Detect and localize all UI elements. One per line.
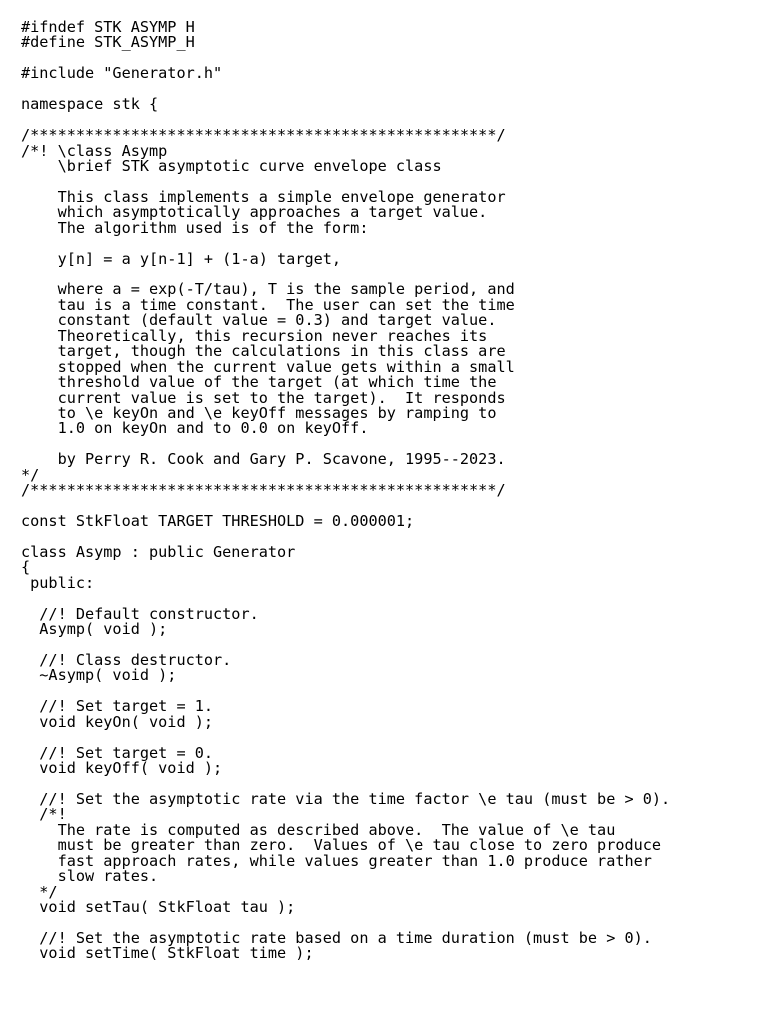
code-line: /***************************************************/ — [21, 483, 506, 499]
code-line: public: — [21, 575, 95, 592]
code-line: { — [21, 560, 31, 576]
code-line: which asymptotically approaches a target value. — [21, 205, 488, 221]
code-line: 1.0 on keyOn and to 0.0 on keyOff. — [21, 421, 369, 437]
code-line: #define STK_ASYMP_H — [21, 35, 195, 51]
code-line: //! Set target = 0. — [21, 745, 214, 761]
code-line — [21, 236, 761, 251]
code-line: */ — [21, 884, 58, 900]
code-line: target, though the calculations in this class are — [21, 344, 506, 360]
code-line: stopped when the current value gets within a small — [21, 359, 515, 376]
code-line: slow rates. — [21, 869, 159, 885]
code-line: //! Set the asymptotic rate based on a time duration (must be > 0). — [21, 930, 652, 947]
code-line: The algorithm used is of the form: — [21, 220, 369, 237]
code-line — [21, 591, 761, 606]
code-line: tau is a time constant. The user can set the time — [21, 297, 515, 314]
code-line: //! Set the asymptotic rate via the time factor \e tau (must be > 0). — [21, 791, 671, 808]
code-line: \brief STK asymptotic curve envelope class — [21, 158, 442, 175]
code-line: y[n] = a y[n-1] + (1-a) target, — [21, 251, 342, 267]
code-line: must be greater than zero. Values of \e tau close to zero produce — [21, 838, 662, 854]
code-line: //! Class destructor. — [21, 652, 232, 669]
code-line: threshold value of the target (at which time the — [21, 375, 497, 391]
code-line: const StkFloat TARGET_THRESHOLD = 0.000001; — [21, 514, 415, 530]
code-line: class Asymp : public Generator — [21, 544, 296, 561]
code-line: to \e keyOn and \e keyOff messages by ramping to — [21, 405, 497, 422]
code-line — [21, 684, 761, 699]
code-line — [21, 82, 761, 97]
code-line: #ifndef STK_ASYMP_H — [21, 20, 195, 36]
code-line — [21, 499, 761, 514]
code-line: /*! — [21, 807, 67, 823]
code-line: current value is set to the target). It responds — [21, 390, 506, 406]
code-line: //! Set target = 1. — [21, 699, 214, 715]
code-line: by Perry R. Cook and Gary P. Scavone, 1995--2023. — [21, 452, 506, 468]
code-line: Asymp( void ); — [21, 622, 168, 638]
code-line — [21, 113, 761, 128]
code-line: namespace stk { — [21, 97, 159, 113]
code-line: where a = exp(-T/tau), T is the sample period, and — [21, 282, 515, 298]
code-line — [21, 437, 761, 452]
code-line: /*! \class Asymp — [21, 143, 168, 159]
code-line — [21, 51, 761, 66]
code-line — [21, 174, 761, 189]
code-line: ~Asymp( void ); — [21, 668, 177, 684]
code-line — [21, 776, 761, 791]
code-line: //! Default constructor. — [21, 606, 259, 623]
code-line: This class implements a simple envelope generator — [21, 189, 506, 206]
code-line: Theoretically, this recursion never reaches its — [21, 328, 488, 345]
code-line — [21, 915, 761, 930]
code-line — [21, 267, 761, 282]
code-line: void setTau( StkFloat tau ); — [21, 899, 296, 916]
code-line — [21, 730, 761, 745]
code-line: void setTime( StkFloat time ); — [21, 946, 314, 962]
code-line — [21, 638, 761, 653]
code-line: fast approach rates, while values greater than 1.0 produce rather — [21, 853, 652, 870]
code-line: */ — [21, 467, 40, 484]
code-line: void keyOn( void ); — [21, 714, 214, 731]
code-line — [21, 529, 761, 544]
source-code-view — [21, 20, 761, 962]
code-line: constant (default value = 0.3) and target value. — [21, 313, 497, 329]
code-line: The rate is computed as described above. The value of \e tau — [21, 822, 616, 839]
code-line: #include "Generator.h" — [21, 66, 223, 82]
code-line: void keyOff( void ); — [21, 761, 223, 777]
code-line: /***************************************************/ — [21, 128, 506, 144]
